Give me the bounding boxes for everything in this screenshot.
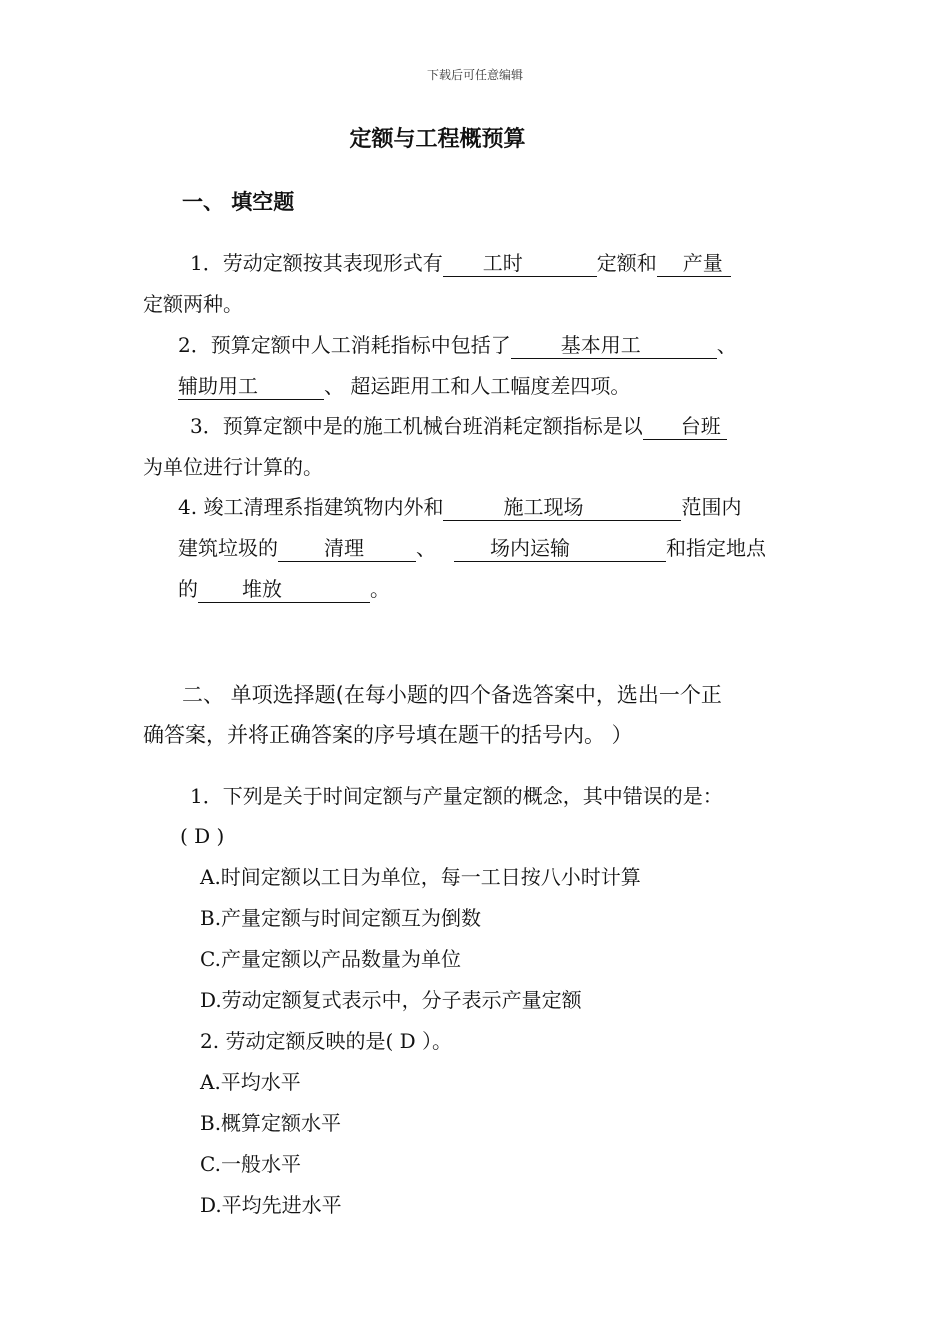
question-text: 2．预算定额中人工消耗指标中包括了 (178, 333, 511, 357)
answer-blank: 清理 (278, 535, 416, 562)
question-1-line-2: 定额两种。 (143, 292, 243, 316)
separator: 、 (716, 333, 737, 357)
answer-blank: 堆放 (198, 576, 370, 603)
question-text: 建筑垃圾的 (178, 536, 278, 560)
question-text: 。 (370, 577, 390, 601)
page-header: 下载后可任意编辑 (426, 68, 523, 82)
answer-blank: 产量 (657, 250, 731, 277)
question-text: 和指定地点 (666, 536, 766, 560)
question-3-line-1 (190, 411, 727, 441)
question-text: 范围内 (681, 495, 742, 519)
option-b: B.概算定额水平 (200, 1111, 342, 1135)
choice-question-2-stem: 2. 劳动定额反映的是( D ）。 (200, 1029, 452, 1053)
question-4-line-3 (178, 574, 390, 604)
question-text: 定额和 (596, 251, 657, 275)
question-text: 的 (178, 577, 198, 601)
option-d: D.平均先进水平 (200, 1193, 342, 1217)
question-1-line-1 (190, 248, 731, 278)
question-4-line-2 (178, 533, 766, 563)
question-2-line-1 (178, 330, 737, 360)
question-text: 、 超运距用工和人工幅度差四项。 (324, 374, 631, 398)
section-heading-single-choice: 二、 单项选择题(在每小题的四个备选答案中，选出一个正 (182, 683, 722, 707)
option-b: B.产量定额与时间定额互为倒数 (200, 906, 482, 930)
section-heading-fill-blank: 一、 填空题 (182, 190, 295, 214)
option-a: A.时间定额以工日为单位，每一工日按八小时计算 (200, 865, 641, 889)
question-text: 1．劳动定额按其表现形式有 (190, 251, 443, 275)
answer-blank: 场内运输 (454, 535, 666, 562)
answer-blank: 施工现场 (443, 494, 681, 521)
question-text: 3．预算定额中是的施工机械台班消耗定额指标是以 (190, 414, 643, 438)
answer-blank: 基本用工 (511, 332, 717, 359)
option-c: C.产量定额以产品数量为单位 (200, 947, 461, 971)
choice-question-1-stem: 1．下列是关于时间定额与产量定额的概念，其中错误的是： (190, 784, 723, 808)
answer-blank: 辅助用工 (178, 373, 324, 400)
option-d: D.劳动定额复式表示中，分子表示产量定额 (200, 988, 582, 1012)
question-4-line-1 (178, 492, 741, 522)
document-title: 定额与工程概预算 (349, 127, 526, 152)
question-2-line-2 (178, 371, 630, 401)
option-c: C.一般水平 (200, 1152, 301, 1176)
question-3-line-2: 为单位进行计算的。 (143, 455, 323, 479)
choice-question-1-answer: ( D ) (180, 824, 225, 848)
option-a: A.平均水平 (200, 1070, 301, 1094)
section-heading-single-choice-cont: 确答案，并将正确答案的序号填在题干的括号内。 ） (143, 723, 633, 747)
answer-blank: 工时 (443, 250, 597, 277)
question-text: 4. 竣工清理系指建筑物内外和 (178, 495, 444, 519)
answer-blank: 台班 (643, 413, 727, 440)
separator: 、 (416, 536, 436, 560)
